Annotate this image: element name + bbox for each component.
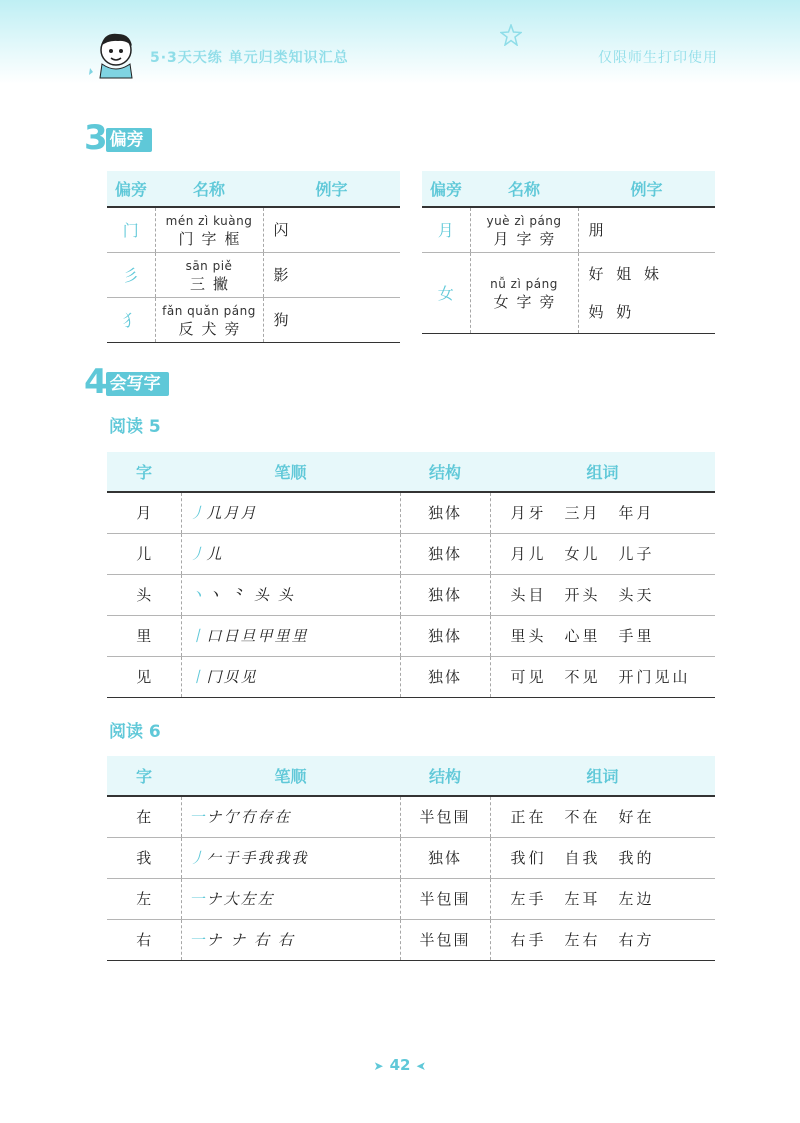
first-stroke: 一 [189, 890, 207, 908]
words-cell [490, 615, 715, 656]
char-cell: 月 [107, 492, 181, 533]
char-cell: 右 [107, 919, 181, 960]
header-radical: 偏旁 [422, 171, 470, 207]
word: 右方 [618, 931, 655, 949]
table-header-row [107, 452, 715, 492]
stroke-order-cell [181, 919, 400, 960]
table-row [107, 297, 400, 342]
word: 头目 [510, 586, 547, 604]
words-cell [490, 574, 715, 615]
radical-cell: 犭 [107, 297, 155, 342]
stroke-order-cell [181, 796, 400, 837]
stroke-sequence: 丶 ⺀ 头 头 [206, 586, 295, 604]
word: 我的 [618, 849, 655, 867]
stroke-sequence: 口日旦甲里里 [206, 627, 309, 645]
header-structure: 结构 [400, 756, 490, 796]
arrow-left-icon: ➤ [416, 1059, 427, 1073]
first-stroke: 丿 [189, 849, 207, 867]
word: 女儿 [564, 545, 601, 563]
radical-cell: 门 [107, 207, 155, 252]
word: 我们 [510, 849, 547, 867]
char-cell: 左 [107, 878, 181, 919]
radical-table-left [107, 171, 400, 343]
table-row [107, 207, 400, 252]
section-label: 会写字 [106, 372, 169, 396]
first-stroke: 丶 [189, 586, 207, 604]
word: 可见 [510, 668, 547, 686]
stroke-order-cell [181, 656, 400, 697]
char-cell: 儿 [107, 533, 181, 574]
word: 不在 [564, 808, 601, 827]
word: 好在 [618, 808, 655, 827]
table-row [107, 837, 715, 878]
table-row [107, 919, 715, 960]
table-row [422, 207, 715, 252]
word: 三月 [564, 504, 601, 523]
radical-name: 门字框 [178, 229, 248, 248]
structure-cell: 独体 [400, 574, 490, 615]
header-examples: 例字 [578, 171, 715, 207]
structure-cell: 独体 [400, 533, 490, 574]
word: 月儿 [510, 545, 547, 563]
example-cell: 影 [263, 252, 400, 297]
word: 开门见山 [618, 668, 691, 686]
table-row [107, 252, 400, 297]
header-char: 字 [107, 756, 181, 796]
section-number: 4 [84, 362, 106, 402]
table-row [107, 615, 715, 656]
word: 左右 [564, 931, 601, 949]
table-header-row [107, 756, 715, 796]
words-cell [490, 492, 715, 533]
structure-cell: 半包围 [400, 796, 490, 837]
word: 右手 [510, 931, 547, 949]
example-cell: 狗 [263, 297, 400, 342]
word: 自我 [564, 849, 601, 867]
table-header-row [422, 171, 715, 207]
stroke-sequence: ナ大左左 [206, 890, 275, 908]
stroke-sequence: ナ ナ 右 右 [206, 931, 295, 949]
radical-cell: 月 [422, 207, 470, 252]
words-cell [490, 878, 715, 919]
stroke-sequence: 几月月 [206, 504, 258, 523]
reading-5-title: 阅读 5 [109, 417, 161, 437]
writing-table-reading-6 [107, 756, 715, 961]
stroke-order-cell [181, 574, 400, 615]
pinyin: fǎn quǎn páng [162, 303, 256, 318]
header-strokes: 笔顺 [181, 756, 400, 796]
word: 年月 [618, 504, 655, 523]
page-footer [0, 1056, 800, 1074]
words-cell [490, 919, 715, 960]
word: 儿子 [618, 545, 655, 563]
header-name: 名称 [155, 171, 263, 207]
char-cell: 里 [107, 615, 181, 656]
word: 左边 [618, 890, 655, 908]
radical-name: 月字旁 [493, 229, 563, 248]
mascot-icon [86, 28, 142, 80]
star-icon [500, 24, 522, 46]
first-stroke: 丿 [189, 545, 207, 563]
pinyin: mén zì kuàng [165, 213, 253, 228]
table-row [107, 492, 715, 533]
radical-name: 三撇 [189, 274, 236, 293]
name-cell [155, 207, 263, 252]
radical-name: 反犬旁 [178, 319, 248, 338]
table-row [422, 252, 715, 333]
radical-cell: 女 [422, 252, 470, 333]
pinyin: sān piě [185, 258, 233, 273]
stroke-order-cell [181, 492, 400, 533]
structure-cell: 独体 [400, 615, 490, 656]
words-cell [490, 656, 715, 697]
word: 手里 [618, 627, 655, 645]
example-line: 好 姐 妹 [588, 264, 664, 283]
first-stroke: 丨 [189, 668, 207, 686]
example-cell: 朋 [578, 207, 715, 252]
example-cell [578, 252, 715, 333]
stroke-order-cell [181, 878, 400, 919]
table-row [107, 656, 715, 697]
example-cell: 闪 [263, 207, 400, 252]
name-cell [470, 252, 578, 333]
first-stroke: 丿 [189, 504, 207, 523]
header-structure: 结构 [400, 452, 490, 492]
word: 正在 [510, 808, 547, 827]
char-cell: 见 [107, 656, 181, 697]
structure-cell: 半包围 [400, 878, 490, 919]
arrow-right-icon: ➤ [373, 1059, 384, 1073]
header-words: 组词 [490, 756, 715, 796]
words-cell [490, 837, 715, 878]
stroke-sequence: 冂贝见 [206, 668, 258, 686]
table-row [107, 533, 715, 574]
section-label: 偏旁 [106, 128, 152, 152]
pinyin: yuè zì páng [486, 213, 562, 228]
char-cell: 我 [107, 837, 181, 878]
structure-cell: 半包围 [400, 919, 490, 960]
table-row [107, 796, 715, 837]
writing-table-reading-5 [107, 452, 715, 698]
table-header-row [107, 171, 400, 207]
radical-cell: 彡 [107, 252, 155, 297]
stroke-sequence: 儿 [206, 545, 224, 563]
words-cell [490, 796, 715, 837]
table-row [107, 878, 715, 919]
structure-cell: 独体 [400, 656, 490, 697]
word: 心里 [564, 627, 601, 645]
header-name: 名称 [470, 171, 578, 207]
section-number: 3 [84, 118, 106, 158]
word: 月牙 [510, 504, 547, 523]
stroke-sequence: 𠂉于手我我我 [206, 849, 309, 867]
example-line: 妈 奶 [588, 302, 636, 321]
page-number: 42 [389, 1056, 411, 1074]
usage-notice: 仅限师生打印使用 [598, 50, 718, 66]
name-cell [155, 297, 263, 342]
section-3-title [84, 118, 152, 158]
word: 左耳 [564, 890, 601, 908]
stroke-sequence: ナ亇冇存在 [206, 808, 292, 827]
table-row [107, 574, 715, 615]
header-examples: 例字 [263, 171, 400, 207]
reading-6-title: 阅读 6 [109, 722, 161, 742]
stroke-order-cell [181, 615, 400, 656]
pinyin: nǚ zì páng [490, 276, 558, 291]
word: 里头 [510, 627, 547, 645]
stroke-order-cell [181, 533, 400, 574]
structure-cell: 独体 [400, 492, 490, 533]
first-stroke: 一 [189, 931, 207, 949]
words-cell [490, 533, 715, 574]
stroke-order-cell [181, 837, 400, 878]
name-cell [155, 252, 263, 297]
header-strokes: 笔顺 [181, 452, 400, 492]
header-words: 组词 [490, 452, 715, 492]
brand-title: 5·3天天练 单元归类知识汇总 [150, 50, 349, 66]
first-stroke: 一 [189, 808, 207, 827]
radical-table-right [422, 171, 715, 334]
word: 不见 [564, 668, 601, 686]
word: 左手 [510, 890, 547, 908]
word: 头天 [618, 586, 655, 604]
char-cell: 头 [107, 574, 181, 615]
name-cell [470, 207, 578, 252]
char-cell: 在 [107, 796, 181, 837]
first-stroke: 丨 [189, 627, 207, 645]
header-char: 字 [107, 452, 181, 492]
structure-cell: 独体 [400, 837, 490, 878]
section-4-title [84, 362, 169, 402]
page-header [0, 0, 800, 84]
header-radical: 偏旁 [107, 171, 155, 207]
radical-name: 女字旁 [493, 292, 563, 311]
word: 开头 [564, 586, 601, 604]
